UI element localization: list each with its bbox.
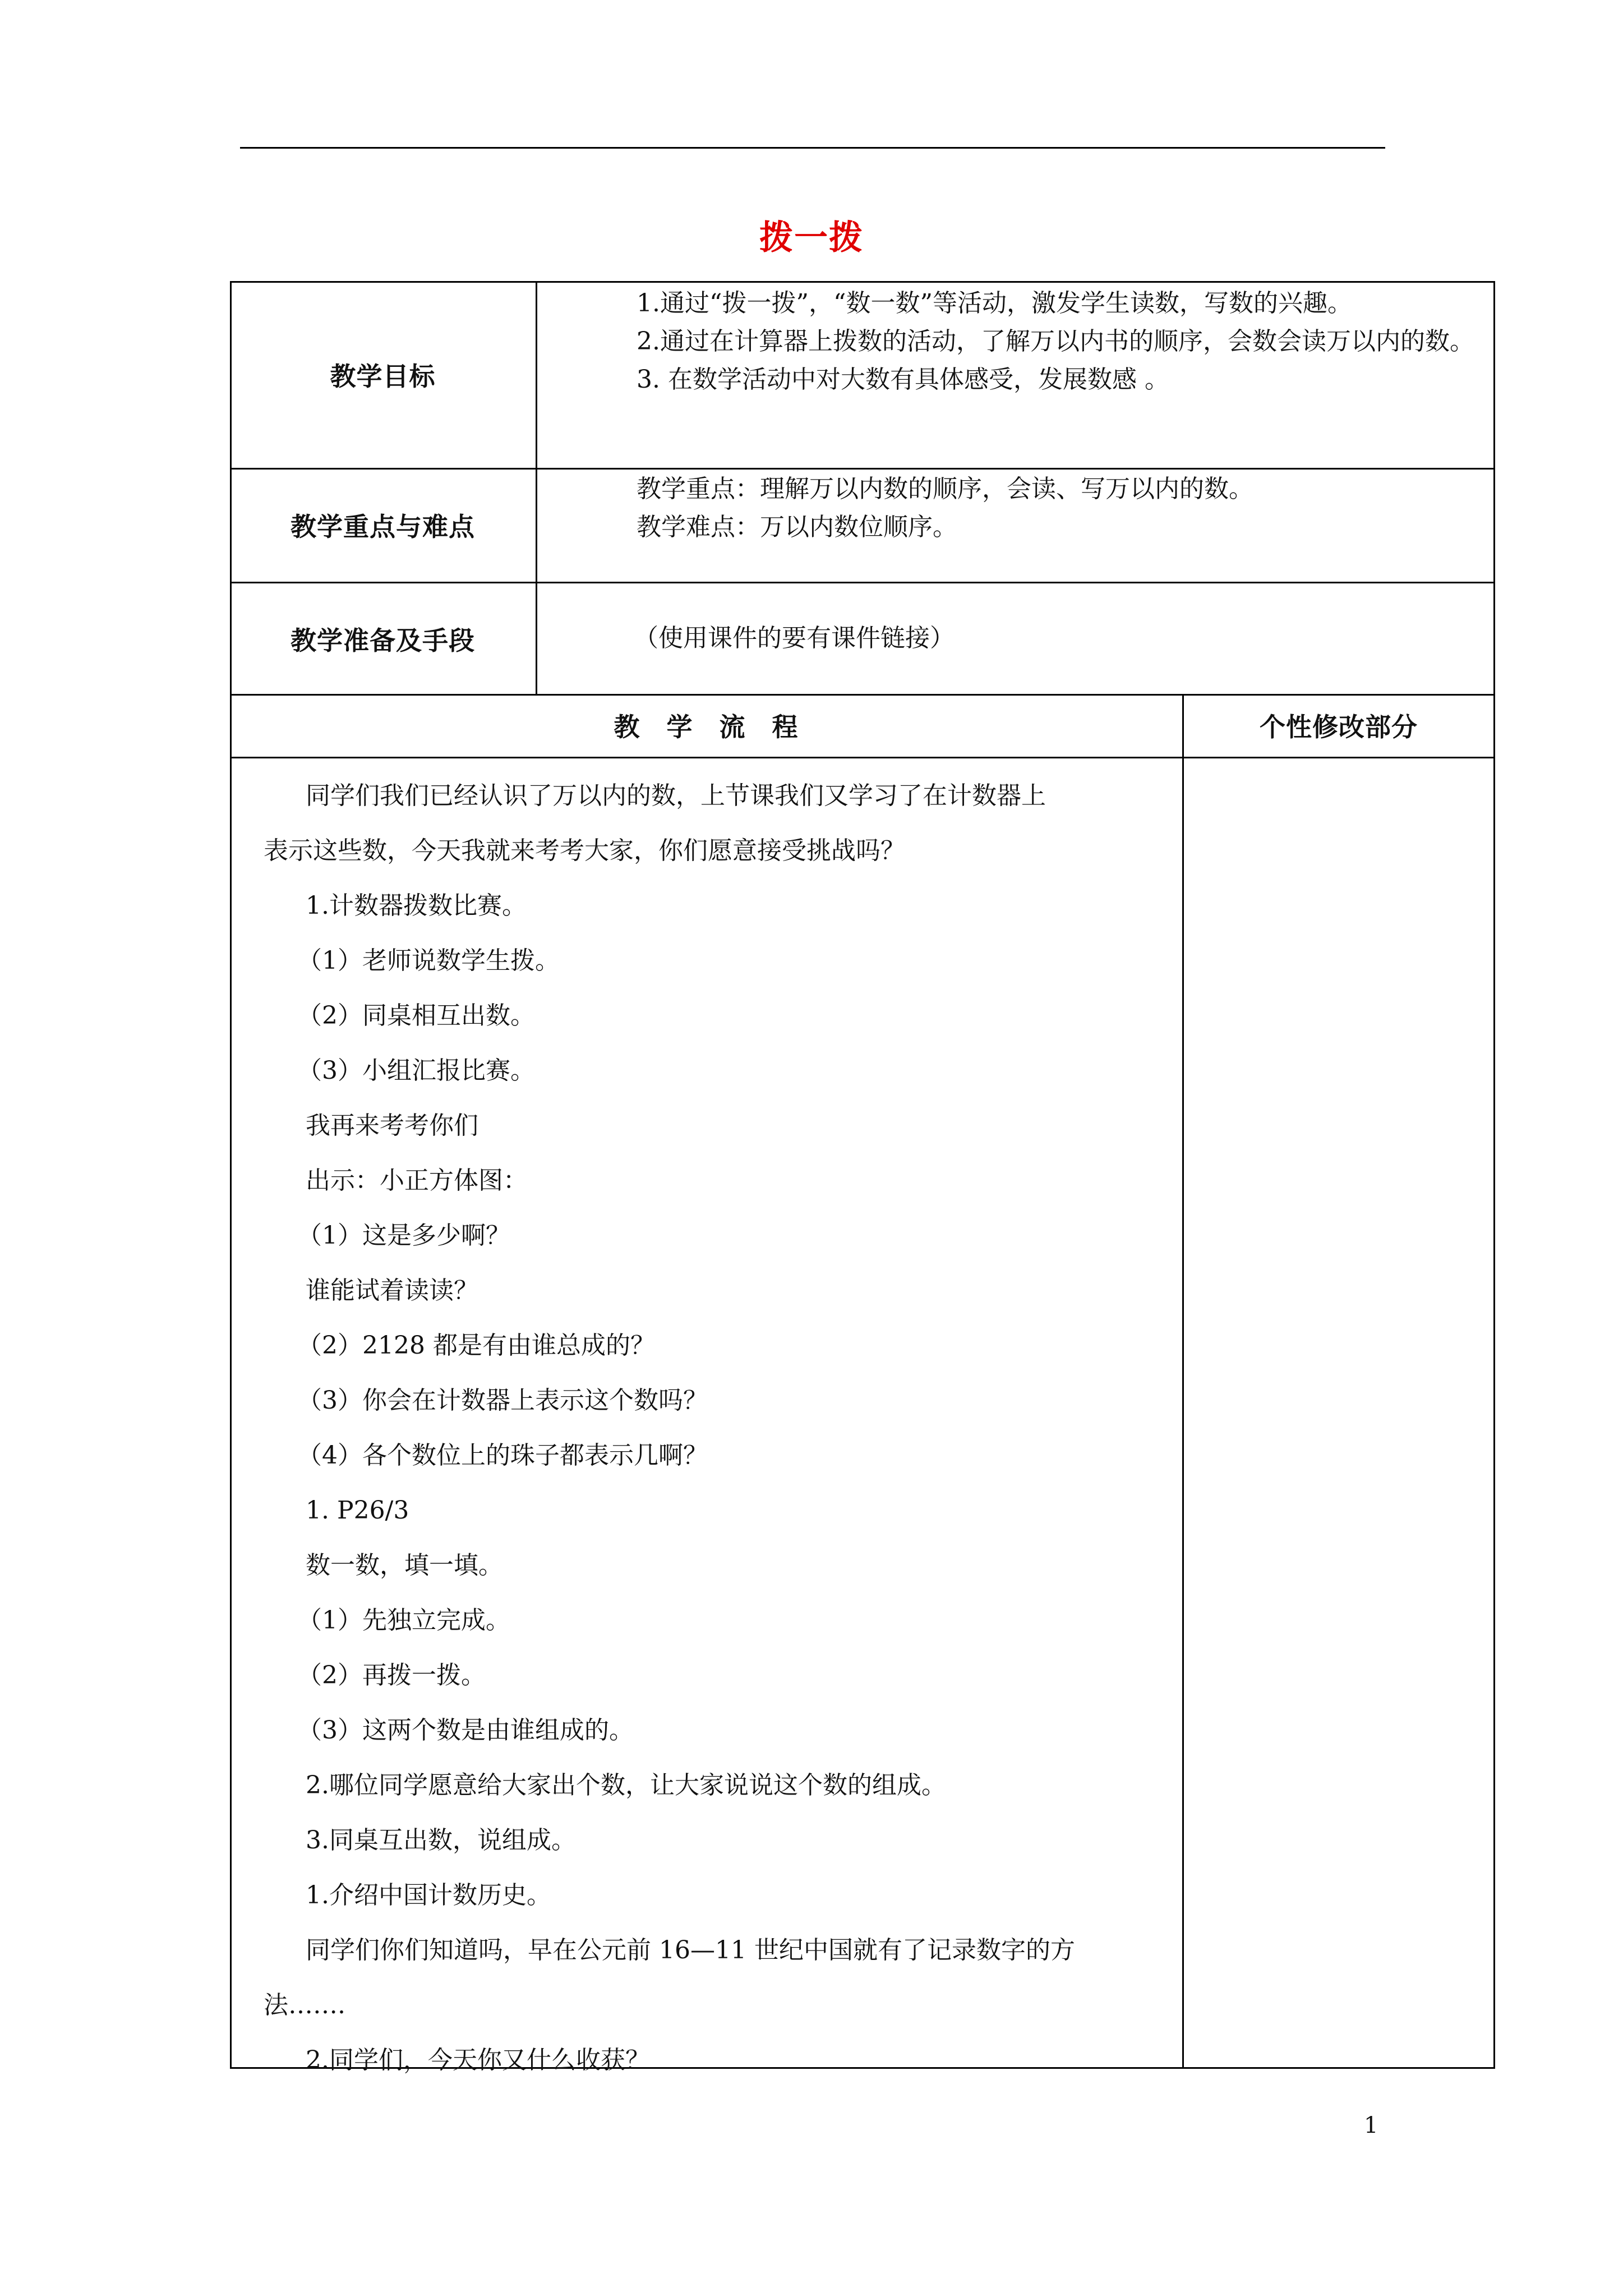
objectives-label: 教学目标 <box>330 361 436 392</box>
flow-line: （2）再拨一拨。 <box>297 1661 486 1690</box>
key-points-label: 教学重点与难点 <box>291 511 475 542</box>
flow-line: 谁能试着读读？ <box>306 1276 478 1305</box>
personal-header: 个性修改部分 <box>1260 712 1418 742</box>
flow-history-line-2: 法……. <box>264 1991 345 2019</box>
flow-line: （3）这两个数是由谁组成的。 <box>297 1716 634 1745</box>
flow-line: 2.哪位同学愿意给大家出个数，让大家说说这个数的组成。 <box>306 1771 946 1800</box>
flow-table-divider <box>1182 694 1184 2069</box>
flow-line: 3.同桌互出数，说组成。 <box>306 1826 576 1855</box>
objective-line-3: 3. 在数学活动中对大数有具体感受，发展数感 。 <box>637 365 1169 394</box>
objectives-text <box>547 284 1489 399</box>
page-title: 拨一拨 <box>759 218 864 257</box>
flow-line: 1.计数器拨数比赛。 <box>306 891 527 920</box>
preparation-text: （使用课件的要有课件链接） <box>634 624 955 652</box>
flow-line: （3）小组汇报比赛。 <box>297 1056 535 1085</box>
flow-line: （4）各个数位上的珠子都表示几啊？ <box>297 1441 708 1470</box>
flow-line: （1）先独立完成。 <box>297 1606 510 1635</box>
flow-line: （1）老师说数学生拨。 <box>297 946 560 975</box>
objective-line-1: 1.通过“拨一拨”，“数一数”等活动，激发学生读数，写数的兴趣。 <box>637 289 1352 318</box>
flow-line: 1.介绍中国计数历史。 <box>306 1881 551 1910</box>
flow-header-divider <box>230 757 1495 758</box>
flow-line: （3）你会在计数器上表示这个数吗？ <box>297 1386 708 1415</box>
flow-line: 数一数，填一填。 <box>306 1551 503 1580</box>
flow-line: 出示：小正方体图： <box>306 1166 528 1195</box>
preparation-label: 教学准备及手段 <box>291 625 475 656</box>
key-point-line: 教学重点：理解万以内数的顺序，会读、写万以内的数。 <box>637 475 1253 503</box>
flow-intro-line-1: 同学们我们已经认识了万以内的数，上节课我们又学习了在计数器上 <box>306 781 1046 810</box>
flow-line: （2）同桌相互出数。 <box>297 1001 535 1030</box>
header-rule <box>240 147 1385 149</box>
objective-line-2: 2.通过在计算器上拨数的活动，了解万以内书的顺序，会数会读万以内的数。 <box>637 327 1474 356</box>
key-points-text <box>547 470 1489 546</box>
page-number: 1 <box>1364 2113 1378 2138</box>
flow-intro-line-2: 表示这些数，今天我就来考考大家，你们愿意接受挑战吗？ <box>264 836 905 865</box>
info-table-divider <box>536 281 537 696</box>
flow-line: （1）这是多少啊？ <box>297 1221 510 1250</box>
flow-line: 我再来考考你们 <box>306 1111 478 1140</box>
flow-line: （2）2128 都是有由谁总成的？ <box>297 1331 655 1360</box>
difficulty-line: 教学难点：万以内数位顺序。 <box>637 513 957 541</box>
flow-last-line: 2.同学们，今天你又什么收获？ <box>306 2046 650 2074</box>
flow-line: 1. P26/3 <box>306 1496 409 1525</box>
flow-header: 教 学 流 程 <box>614 712 799 742</box>
flow-history-line-1: 同学们你们知道吗，早在公元前 16—11 世纪中国就有了记录数字的方 <box>306 1936 1075 1964</box>
flow-content <box>264 769 1172 2088</box>
